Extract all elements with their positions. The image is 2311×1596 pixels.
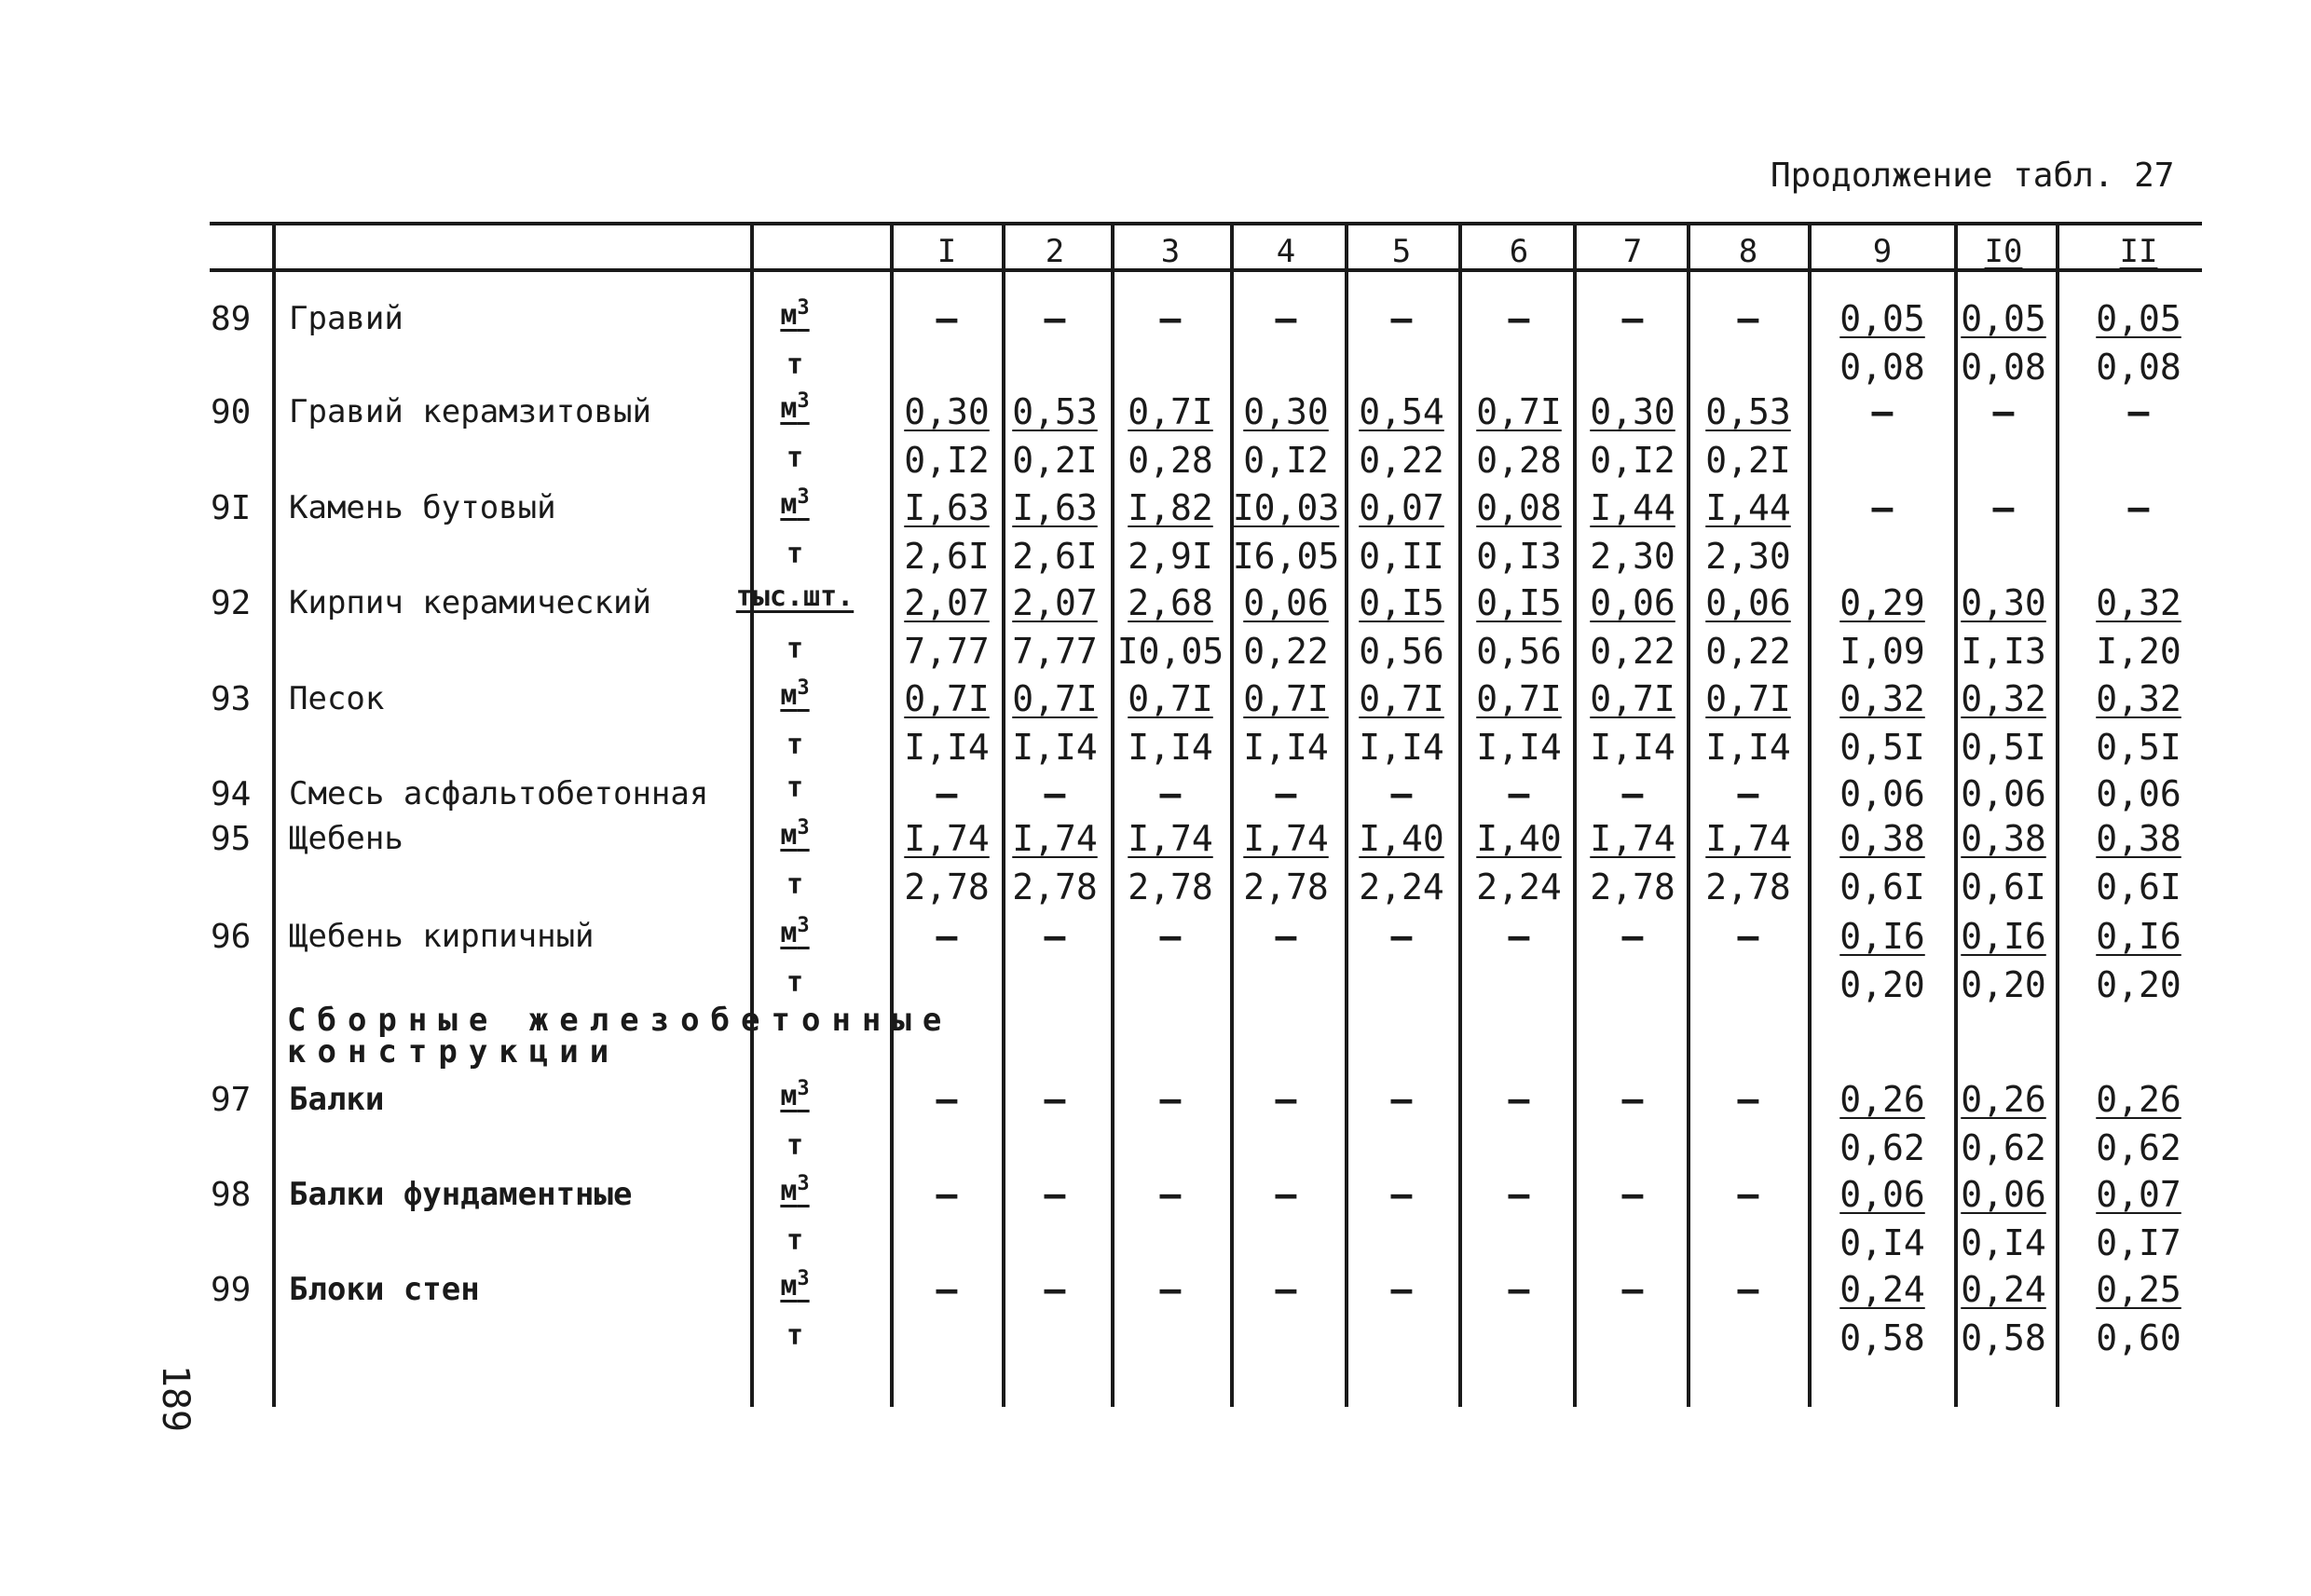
column-divider bbox=[1002, 222, 1005, 1407]
row-name: Камень бутовый bbox=[289, 489, 556, 526]
table-cell: 0,54 bbox=[1359, 391, 1444, 432]
table-cell: I,09 bbox=[1839, 631, 1925, 672]
unit-label: т bbox=[786, 966, 804, 999]
table-cell: 0,32 bbox=[2096, 582, 2181, 623]
unit-label: т bbox=[786, 538, 804, 570]
table-cell: – bbox=[1992, 487, 2015, 528]
table-cell: – bbox=[1508, 1079, 1530, 1120]
column-header: 8 bbox=[1738, 233, 1758, 270]
table-cell: – bbox=[1390, 773, 1413, 814]
column-divider bbox=[1230, 222, 1234, 1407]
table-cell: – bbox=[936, 298, 958, 339]
table-cell: 0,2I bbox=[1012, 440, 1098, 481]
section-heading-line: конструкции bbox=[287, 1033, 621, 1071]
table-cell: 0,06 bbox=[1705, 582, 1791, 623]
table-cell: 7,77 bbox=[904, 631, 990, 672]
table-caption: Продолжение табл. 27 bbox=[1771, 157, 2175, 195]
row-number: 90 bbox=[211, 393, 252, 431]
section-heading-line: Сборные железобетонные bbox=[287, 1002, 953, 1039]
table-cell: 0,05 bbox=[1839, 298, 1925, 339]
table-cell: – bbox=[1737, 1269, 1759, 1310]
table-cell: – bbox=[1159, 1269, 1182, 1310]
table-cell: – bbox=[1621, 773, 1644, 814]
table-cell: 0,20 bbox=[2096, 964, 2181, 1005]
unit-label: $м^3$ bbox=[780, 816, 810, 852]
column-header: I bbox=[937, 233, 957, 270]
table-cell: I,I4 bbox=[1590, 727, 1675, 768]
table-cell: I,I4 bbox=[1359, 727, 1444, 768]
table-cell: 0,38 bbox=[1961, 818, 2046, 859]
column-divider bbox=[1458, 222, 1462, 1407]
table-cell: 7,77 bbox=[1012, 631, 1098, 672]
table-cell: I,44 bbox=[1705, 487, 1791, 528]
table-cell: 2,68 bbox=[1128, 582, 1213, 623]
table-cell: 0,20 bbox=[1961, 964, 2046, 1005]
table-cell: – bbox=[1737, 298, 1759, 339]
table-cell: 0,38 bbox=[1839, 818, 1925, 859]
table-cell: I,I4 bbox=[1243, 727, 1329, 768]
table-cell: 0,30 bbox=[1961, 582, 2046, 623]
table-cell: 0,07 bbox=[2096, 1174, 2181, 1215]
table-cell: 0,62 bbox=[2096, 1127, 2181, 1168]
table-cell: 0,7I bbox=[1590, 678, 1675, 719]
table-cell: 2,6I bbox=[1012, 536, 1098, 577]
table-cell: I,40 bbox=[1476, 818, 1562, 859]
table-cell: 2,24 bbox=[1359, 866, 1444, 907]
table-cell: – bbox=[1508, 916, 1530, 957]
row-name: Песок bbox=[289, 680, 385, 717]
table-cell: 0,30 bbox=[904, 391, 990, 432]
table-cell: – bbox=[936, 1079, 958, 1120]
table-cell: – bbox=[1508, 773, 1530, 814]
table-cell: 0,I3 bbox=[1476, 536, 1562, 577]
table-cell: 0,I5 bbox=[1476, 582, 1562, 623]
table-cell: 0,7I bbox=[1128, 678, 1213, 719]
table-cell: 0,28 bbox=[1128, 440, 1213, 481]
table-cell: – bbox=[1390, 298, 1413, 339]
table-cell: 0,22 bbox=[1243, 631, 1329, 672]
table-cell: 0,26 bbox=[1961, 1079, 2046, 1120]
table-cell: 0,2I bbox=[1705, 440, 1791, 481]
unit-label: $м^3$ bbox=[780, 914, 810, 949]
table-cell: 0,I7 bbox=[2096, 1222, 2181, 1263]
table-cell: 0,53 bbox=[1012, 391, 1098, 432]
column-header: 6 bbox=[1509, 233, 1529, 270]
unit-label: т bbox=[786, 868, 804, 901]
table-cell: – bbox=[1992, 391, 2015, 432]
table-cell: – bbox=[1390, 916, 1413, 957]
table-cell: – bbox=[1621, 1269, 1644, 1310]
table-cell: 0,I2 bbox=[1243, 440, 1329, 481]
column-header: 4 bbox=[1276, 233, 1296, 270]
table-cell: – bbox=[1275, 298, 1297, 339]
row-name: Балки фундаментные bbox=[289, 1176, 633, 1213]
table-cell: – bbox=[1275, 916, 1297, 957]
table-cell: – bbox=[1390, 1079, 1413, 1120]
table-cell: – bbox=[1044, 916, 1066, 957]
table-cell: – bbox=[1159, 773, 1182, 814]
column-divider bbox=[272, 222, 276, 1407]
table-cell: – bbox=[1390, 1174, 1413, 1215]
table-cell: 0,05 bbox=[1961, 298, 2046, 339]
table-cell: – bbox=[1737, 916, 1759, 957]
table-cell: I,20 bbox=[2096, 631, 2181, 672]
table-cell: 2,30 bbox=[1590, 536, 1675, 577]
table-cell: – bbox=[1508, 298, 1530, 339]
table-cell: I,74 bbox=[1705, 818, 1791, 859]
column-header: 7 bbox=[1622, 233, 1643, 270]
unit-label: т bbox=[786, 442, 804, 474]
table-cell: I,I4 bbox=[1705, 727, 1791, 768]
table-cell: I,63 bbox=[904, 487, 990, 528]
column-header: 5 bbox=[1391, 233, 1412, 270]
table-cell: 0,I6 bbox=[1839, 916, 1925, 957]
table-top-rule bbox=[210, 222, 2202, 225]
unit-label: т bbox=[786, 633, 804, 665]
column-header: 2 bbox=[1045, 233, 1065, 270]
column-header: II bbox=[2119, 233, 2158, 270]
table-cell: – bbox=[1390, 1269, 1413, 1310]
table-cell: 0,29 bbox=[1839, 582, 1925, 623]
table-cell: 2,07 bbox=[1012, 582, 1098, 623]
table-cell: – bbox=[1737, 1174, 1759, 1215]
table-cell: 0,22 bbox=[1705, 631, 1791, 672]
table-cell: 0,06 bbox=[1961, 1174, 2046, 1215]
unit-label: $м^3$ bbox=[780, 1172, 810, 1207]
table-cell: I,I3 bbox=[1961, 631, 2046, 672]
table-cell: 0,30 bbox=[1590, 391, 1675, 432]
unit-label: т bbox=[786, 1319, 804, 1352]
section-heading bbox=[287, 1002, 953, 1071]
unit-label: т bbox=[786, 348, 804, 381]
table-cell: 0,I6 bbox=[2096, 916, 2181, 957]
table-cell: – bbox=[1159, 298, 1182, 339]
table-cell: 0,7I bbox=[1476, 678, 1562, 719]
table-cell: 0,08 bbox=[2096, 347, 2181, 388]
table-cell: I,40 bbox=[1359, 818, 1444, 859]
table-cell: 2,9I bbox=[1128, 536, 1213, 577]
table-cell: 0,38 bbox=[2096, 818, 2181, 859]
table-cell: 2,24 bbox=[1476, 866, 1562, 907]
table-cell: I,I4 bbox=[1012, 727, 1098, 768]
column-divider bbox=[1687, 222, 1690, 1407]
table-cell: 2,6I bbox=[904, 536, 990, 577]
row-number: 93 bbox=[211, 680, 252, 718]
table-cell: 0,24 bbox=[1839, 1269, 1925, 1310]
table-cell: I,74 bbox=[1243, 818, 1329, 859]
row-number: 94 bbox=[211, 775, 252, 813]
table-cell: 0,62 bbox=[1839, 1127, 1925, 1168]
row-name: Блоки стен bbox=[289, 1271, 480, 1308]
row-number: 98 bbox=[211, 1176, 252, 1214]
table-cell: 2,78 bbox=[1128, 866, 1213, 907]
table-cell: I,I4 bbox=[904, 727, 990, 768]
table-cell: 0,I4 bbox=[1961, 1222, 2046, 1263]
table-cell: 0,32 bbox=[2096, 678, 2181, 719]
table-cell: 0,22 bbox=[1590, 631, 1675, 672]
table-cell: – bbox=[1621, 1174, 1644, 1215]
table-cell: 0,60 bbox=[2096, 1317, 2181, 1358]
column-divider bbox=[890, 222, 894, 1407]
table-cell: – bbox=[1621, 1079, 1644, 1120]
table-cell: 0,I4 bbox=[1839, 1222, 1925, 1263]
table-cell: – bbox=[1044, 298, 1066, 339]
table-cell: 0,6I bbox=[1839, 866, 1925, 907]
row-name: Щебень bbox=[289, 820, 403, 857]
table-cell: 0,28 bbox=[1476, 440, 1562, 481]
row-number: 92 bbox=[211, 584, 252, 622]
table-cell: – bbox=[936, 916, 958, 957]
table-cell: 0,7I bbox=[1705, 678, 1791, 719]
unit-label: $м^3$ bbox=[780, 676, 810, 712]
unit-label: тыс.шт. bbox=[735, 580, 855, 613]
table-cell: 0,5I bbox=[2096, 727, 2181, 768]
table-cell: 0,58 bbox=[1839, 1317, 1925, 1358]
table-cell: 0,07 bbox=[1359, 487, 1444, 528]
table-cell: – bbox=[1159, 1079, 1182, 1120]
column-header: 9 bbox=[1872, 233, 1893, 270]
unit-label: $м^3$ bbox=[780, 1267, 810, 1303]
table-cell: 0,62 bbox=[1961, 1127, 2046, 1168]
table-cell: I6,05 bbox=[1232, 536, 1340, 577]
row-name: Смесь асфальтобетонная bbox=[289, 775, 709, 812]
unit-label: $м^3$ bbox=[780, 485, 810, 521]
table-cell: 0,06 bbox=[1590, 582, 1675, 623]
table-cell: – bbox=[1044, 1174, 1066, 1215]
table-cell: 0,5I bbox=[1839, 727, 1925, 768]
table-cell: I,74 bbox=[1012, 818, 1098, 859]
table-cell: 0,22 bbox=[1359, 440, 1444, 481]
table-cell: I0,03 bbox=[1232, 487, 1340, 528]
table-cell: 0,7I bbox=[1476, 391, 1562, 432]
row-number: 97 bbox=[211, 1081, 252, 1119]
row-name: Щебень кирпичный bbox=[289, 918, 595, 955]
unit-label: т bbox=[786, 729, 804, 761]
table-cell: 0,56 bbox=[1476, 631, 1562, 672]
row-number: 89 bbox=[211, 300, 252, 338]
row-name: Кирпич керамический bbox=[289, 584, 651, 621]
table-cell: 0,6I bbox=[1961, 866, 2046, 907]
table-cell: 0,7I bbox=[1359, 678, 1444, 719]
table-cell: 0,53 bbox=[1705, 391, 1791, 432]
table-cell: 0,08 bbox=[1961, 347, 2046, 388]
table-cell: 0,06 bbox=[1839, 773, 1925, 814]
table-cell: – bbox=[1737, 773, 1759, 814]
table-cell: I,82 bbox=[1128, 487, 1213, 528]
table-cell: 0,7I bbox=[1012, 678, 1098, 719]
unit-label: $м^3$ bbox=[780, 389, 810, 425]
table-cell: I,74 bbox=[1128, 818, 1213, 859]
unit-label: т bbox=[786, 1224, 804, 1257]
table-cell: – bbox=[1275, 1269, 1297, 1310]
table-cell: – bbox=[1275, 773, 1297, 814]
table-cell: 2,78 bbox=[1590, 866, 1675, 907]
table-cell: 2,07 bbox=[904, 582, 990, 623]
table-header-rule bbox=[210, 268, 2202, 272]
table-cell: 0,7I bbox=[1128, 391, 1213, 432]
table-cell: 0,06 bbox=[2096, 773, 2181, 814]
table-cell: 2,78 bbox=[1012, 866, 1098, 907]
unit-label: $м^3$ bbox=[780, 1077, 810, 1112]
table-cell: 2,78 bbox=[1705, 866, 1791, 907]
table-cell: 0,06 bbox=[1839, 1174, 1925, 1215]
unit-label: т bbox=[786, 1129, 804, 1162]
table-cell: 0,06 bbox=[1961, 773, 2046, 814]
table-cell: 0,25 bbox=[2096, 1269, 2181, 1310]
table-cell: I,44 bbox=[1590, 487, 1675, 528]
table-cell: – bbox=[1275, 1079, 1297, 1120]
column-header: 3 bbox=[1160, 233, 1181, 270]
table-cell: I,I4 bbox=[1128, 727, 1213, 768]
table-cell: – bbox=[2127, 391, 2150, 432]
table-cell: 0,5I bbox=[1961, 727, 2046, 768]
table-cell: 0,I2 bbox=[904, 440, 990, 481]
table-cell: 0,32 bbox=[1839, 678, 1925, 719]
table-cell: – bbox=[936, 1174, 958, 1215]
column-divider bbox=[2056, 222, 2059, 1407]
table-cell: I0,05 bbox=[1116, 631, 1224, 672]
row-name: Балки bbox=[289, 1081, 385, 1118]
table-cell: 0,30 bbox=[1243, 391, 1329, 432]
table-cell: I,I4 bbox=[1476, 727, 1562, 768]
row-number: 95 bbox=[211, 820, 252, 858]
table-cell: 0,08 bbox=[1839, 347, 1925, 388]
table-cell: 2,30 bbox=[1705, 536, 1791, 577]
table-cell: 0,05 bbox=[2096, 298, 2181, 339]
column-header: I0 bbox=[1984, 233, 2023, 270]
row-number: 96 bbox=[211, 918, 252, 956]
column-divider bbox=[1808, 222, 1812, 1407]
column-divider bbox=[1111, 222, 1114, 1407]
table-cell: – bbox=[1044, 1269, 1066, 1310]
table-cell: 0,24 bbox=[1961, 1269, 2046, 1310]
column-divider bbox=[1954, 222, 1958, 1407]
table-cell: 0,08 bbox=[1476, 487, 1562, 528]
table-cell: – bbox=[1275, 1174, 1297, 1215]
table-cell: I,63 bbox=[1012, 487, 1098, 528]
table-cell: 0,7I bbox=[1243, 678, 1329, 719]
table-cell: 2,78 bbox=[904, 866, 990, 907]
table-cell: 0,26 bbox=[2096, 1079, 2181, 1120]
table-cell: I,74 bbox=[904, 818, 990, 859]
table-cell: – bbox=[1621, 298, 1644, 339]
table-cell: – bbox=[1508, 1269, 1530, 1310]
table-cell: 0,06 bbox=[1243, 582, 1329, 623]
table-cell: – bbox=[1159, 916, 1182, 957]
column-divider bbox=[1345, 222, 1348, 1407]
table-cell: – bbox=[1737, 1079, 1759, 1120]
table-cell: 2,78 bbox=[1243, 866, 1329, 907]
table-cell: – bbox=[936, 1269, 958, 1310]
table-cell: – bbox=[1871, 487, 1894, 528]
table-cell: 0,26 bbox=[1839, 1079, 1925, 1120]
table-cell: 0,I6 bbox=[1961, 916, 2046, 957]
page-number: 189 bbox=[154, 1364, 198, 1433]
table-cell: 0,7I bbox=[904, 678, 990, 719]
table-cell: – bbox=[1044, 773, 1066, 814]
table-cell: 0,I5 bbox=[1359, 582, 1444, 623]
table-cell: – bbox=[1159, 1174, 1182, 1215]
row-number: 99 bbox=[211, 1271, 252, 1309]
table-cell: 0,56 bbox=[1359, 631, 1444, 672]
table-cell: – bbox=[2127, 487, 2150, 528]
column-divider bbox=[1573, 222, 1577, 1407]
table-cell: – bbox=[1871, 391, 1894, 432]
table-cell: 0,6I bbox=[2096, 866, 2181, 907]
table-cell: I,74 bbox=[1590, 818, 1675, 859]
table-cell: 0,20 bbox=[1839, 964, 1925, 1005]
table-cell: 0,I2 bbox=[1590, 440, 1675, 481]
table-cell: – bbox=[1508, 1174, 1530, 1215]
table-cell: 0,32 bbox=[1961, 678, 2046, 719]
unit-label: $м^3$ bbox=[780, 296, 810, 332]
table-cell: – bbox=[1621, 916, 1644, 957]
table-cell: 0,58 bbox=[1961, 1317, 2046, 1358]
column-divider bbox=[750, 222, 754, 1407]
row-name: Гравий керамзитовый bbox=[289, 393, 651, 430]
table-cell: – bbox=[936, 773, 958, 814]
row-name: Гравий bbox=[289, 300, 403, 337]
table-cell: – bbox=[1044, 1079, 1066, 1120]
unit-label: т bbox=[786, 771, 804, 804]
row-number: 9I bbox=[211, 489, 252, 527]
table-cell: 0,II bbox=[1359, 536, 1444, 577]
